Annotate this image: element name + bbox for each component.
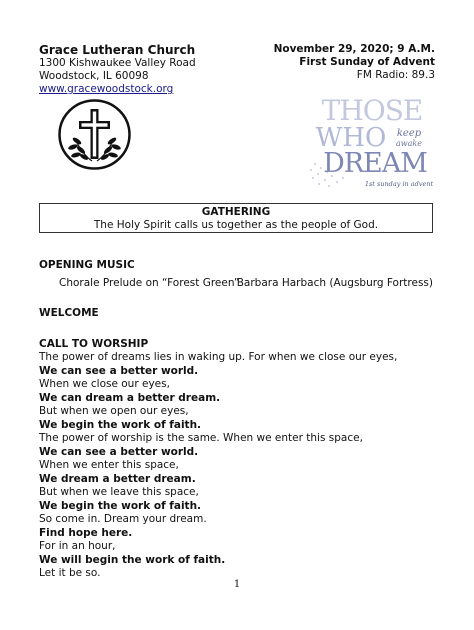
music-composer: Barbara Harbach (Augsburg Fortress) [236, 277, 433, 289]
cross-logo-icon [57, 97, 132, 172]
art-line2: WHO [315, 123, 387, 153]
congregation-response: We begin the work of faith. [39, 499, 202, 512]
opening-music-heading: OPENING MUSIC [39, 259, 135, 271]
congregation-response: We can dream a better dream. [39, 391, 221, 404]
gathering-box [39, 203, 433, 233]
address-line1: 1300 Kishwaukee Valley Road [39, 57, 196, 69]
congregation-response: We dream a better dream. [39, 472, 196, 485]
radio-frequency: FM Radio: 89.3 [356, 69, 435, 81]
service-occasion: First Sunday of Advent [299, 56, 435, 68]
congregation-response: We can see a better world. [39, 364, 199, 377]
service-date: November 29, 2020; 9 A.M. [273, 43, 435, 55]
church-name: Grace Lutheran Church [39, 43, 196, 57]
congregation-response: We can see a better world. [39, 445, 199, 458]
art-script: keep [396, 128, 422, 139]
leader-line: The power of dreams lies in waking up. For when we close our eyes, [39, 351, 398, 363]
congregation-response: We will begin the work of faith. [39, 553, 226, 566]
leader-line: For in an hour, [39, 540, 116, 552]
call-to-worship-text [39, 351, 397, 581]
website-link[interactable]: www.gracewoodstock.org [39, 83, 174, 95]
congregation-response: Find hope here. [39, 526, 133, 539]
leader-line: But when we open our eyes, [39, 405, 189, 417]
opening-music-row [59, 277, 433, 290]
art-caption: 1st sunday in advent [364, 180, 434, 188]
art-line1: THOSE [321, 94, 423, 127]
welcome-heading: WELCOME [39, 307, 99, 319]
leader-line: When we enter this space, [39, 459, 179, 471]
service-info [274, 43, 435, 82]
address-line2: Woodstock, IL 60098 [39, 70, 149, 82]
leader-line: Let it be so. [39, 567, 101, 579]
art-line3: DREAM [323, 148, 427, 179]
gathering-text: The Holy Spirit calls us together as the people of God. [93, 219, 379, 231]
page-number: 1 [233, 579, 241, 590]
those-who-dream-artwork [307, 94, 437, 190]
leader-line: The power of worship is the same. When we enter this space, [39, 432, 363, 444]
leader-line: So come in. Dream your dream. [39, 513, 207, 525]
gathering-title: GATHERING [201, 206, 271, 218]
music-piece: Chorale Prelude on “Forest Green” [59, 277, 240, 289]
leader-line: When we close our eyes, [39, 378, 170, 390]
call-to-worship-heading: CALL TO WORSHIP [39, 338, 149, 350]
church-info [39, 43, 196, 96]
leader-line: But when we leave this space, [39, 486, 199, 498]
art-script2: awake [396, 139, 422, 148]
congregation-response: We begin the work of faith. [39, 418, 202, 431]
